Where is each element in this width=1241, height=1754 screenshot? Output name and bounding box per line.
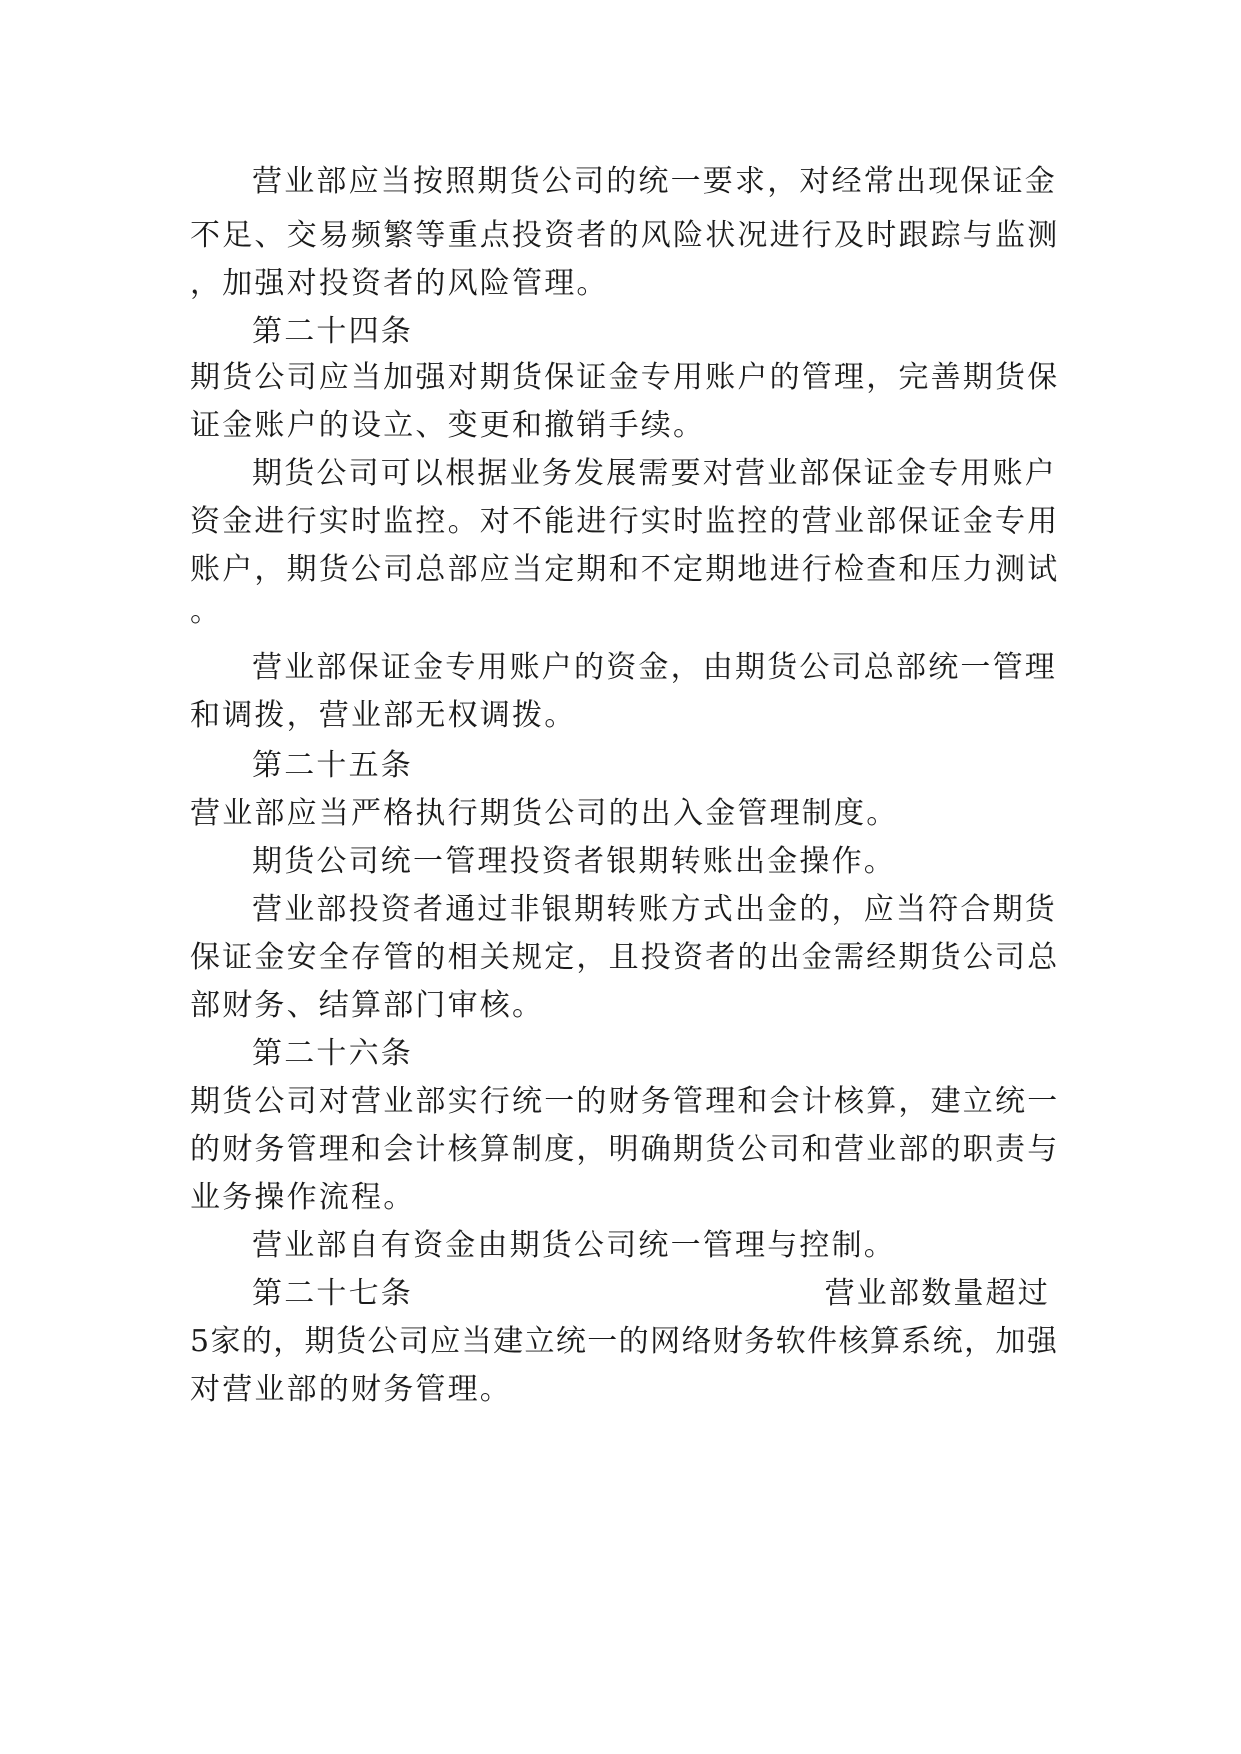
paragraph-line: 营业部保证金专用账户的资金，由期货公司总部统一管理: [252, 650, 1057, 685]
article-heading-row: [252, 1272, 1050, 1316]
paragraph-line: 营业部应当严格执行期货公司的出入金管理制度。: [190, 796, 899, 831]
paragraph-line: 账户，期货公司总部应当定期和不定期地进行检查和压力测试: [190, 552, 1060, 587]
paragraph-line: 和调拨，营业部无权调拨。: [190, 698, 577, 733]
article-heading: 第二十五条: [252, 748, 413, 783]
paragraph-line: 期货公司可以根据业务发展需要对营业部保证金专用账户: [252, 456, 1057, 491]
paragraph-line: 对营业部的财务管理。: [190, 1372, 512, 1407]
paragraph-line: 期货公司对营业部实行统一的财务管理和会计核算，建立统一: [190, 1084, 1060, 1119]
paragraph-line: 资金进行实时监控。对不能进行实时监控的营业部保证金专用: [190, 504, 1060, 539]
paragraph-line: 营业部自有资金由期货公司统一管理与控制。: [252, 1228, 896, 1263]
paragraph-line-start: 营业部数量超过: [824, 1276, 1050, 1311]
paragraph-line: ，加强对投资者的风险管理。: [190, 266, 609, 301]
article-heading: 第二十六条: [252, 1036, 413, 1071]
paragraph-line: 期货公司统一管理投资者银期转账出金操作。: [252, 844, 896, 879]
paragraph-line: 的财务管理和会计核算制度，明确期货公司和营业部的职责与: [190, 1132, 1060, 1167]
article-heading: 第二十四条: [252, 314, 413, 349]
paragraph-line: 保证金安全存管的相关规定，且投资者的出金需经期货公司总: [190, 940, 1060, 975]
paragraph-line: 5家的，期货公司应当建立统一的网络财务软件核算系统，加强: [190, 1324, 1059, 1359]
paragraph-line: 业务操作流程。: [190, 1180, 416, 1215]
paragraph-line: 不足、交易频繁等重点投资者的风险状况进行及时跟踪与监测: [190, 218, 1060, 253]
paragraph-line: 营业部应当按照期货公司的统一要求，对经常出现保证金: [252, 164, 1057, 199]
paragraph-line: 部财务、结算部门审核。: [190, 988, 545, 1023]
article-heading: 第二十七条: [252, 1276, 413, 1311]
paragraph-line: 营业部投资者通过非银期转账方式出金的，应当符合期货: [252, 892, 1057, 927]
paragraph-line: 期货公司应当加强对期货保证金专用账户的管理，完善期货保: [190, 360, 1060, 395]
paragraph-line: 。: [190, 594, 223, 629]
paragraph-line: 证金账户的设立、变更和撤销手续。: [190, 408, 706, 443]
